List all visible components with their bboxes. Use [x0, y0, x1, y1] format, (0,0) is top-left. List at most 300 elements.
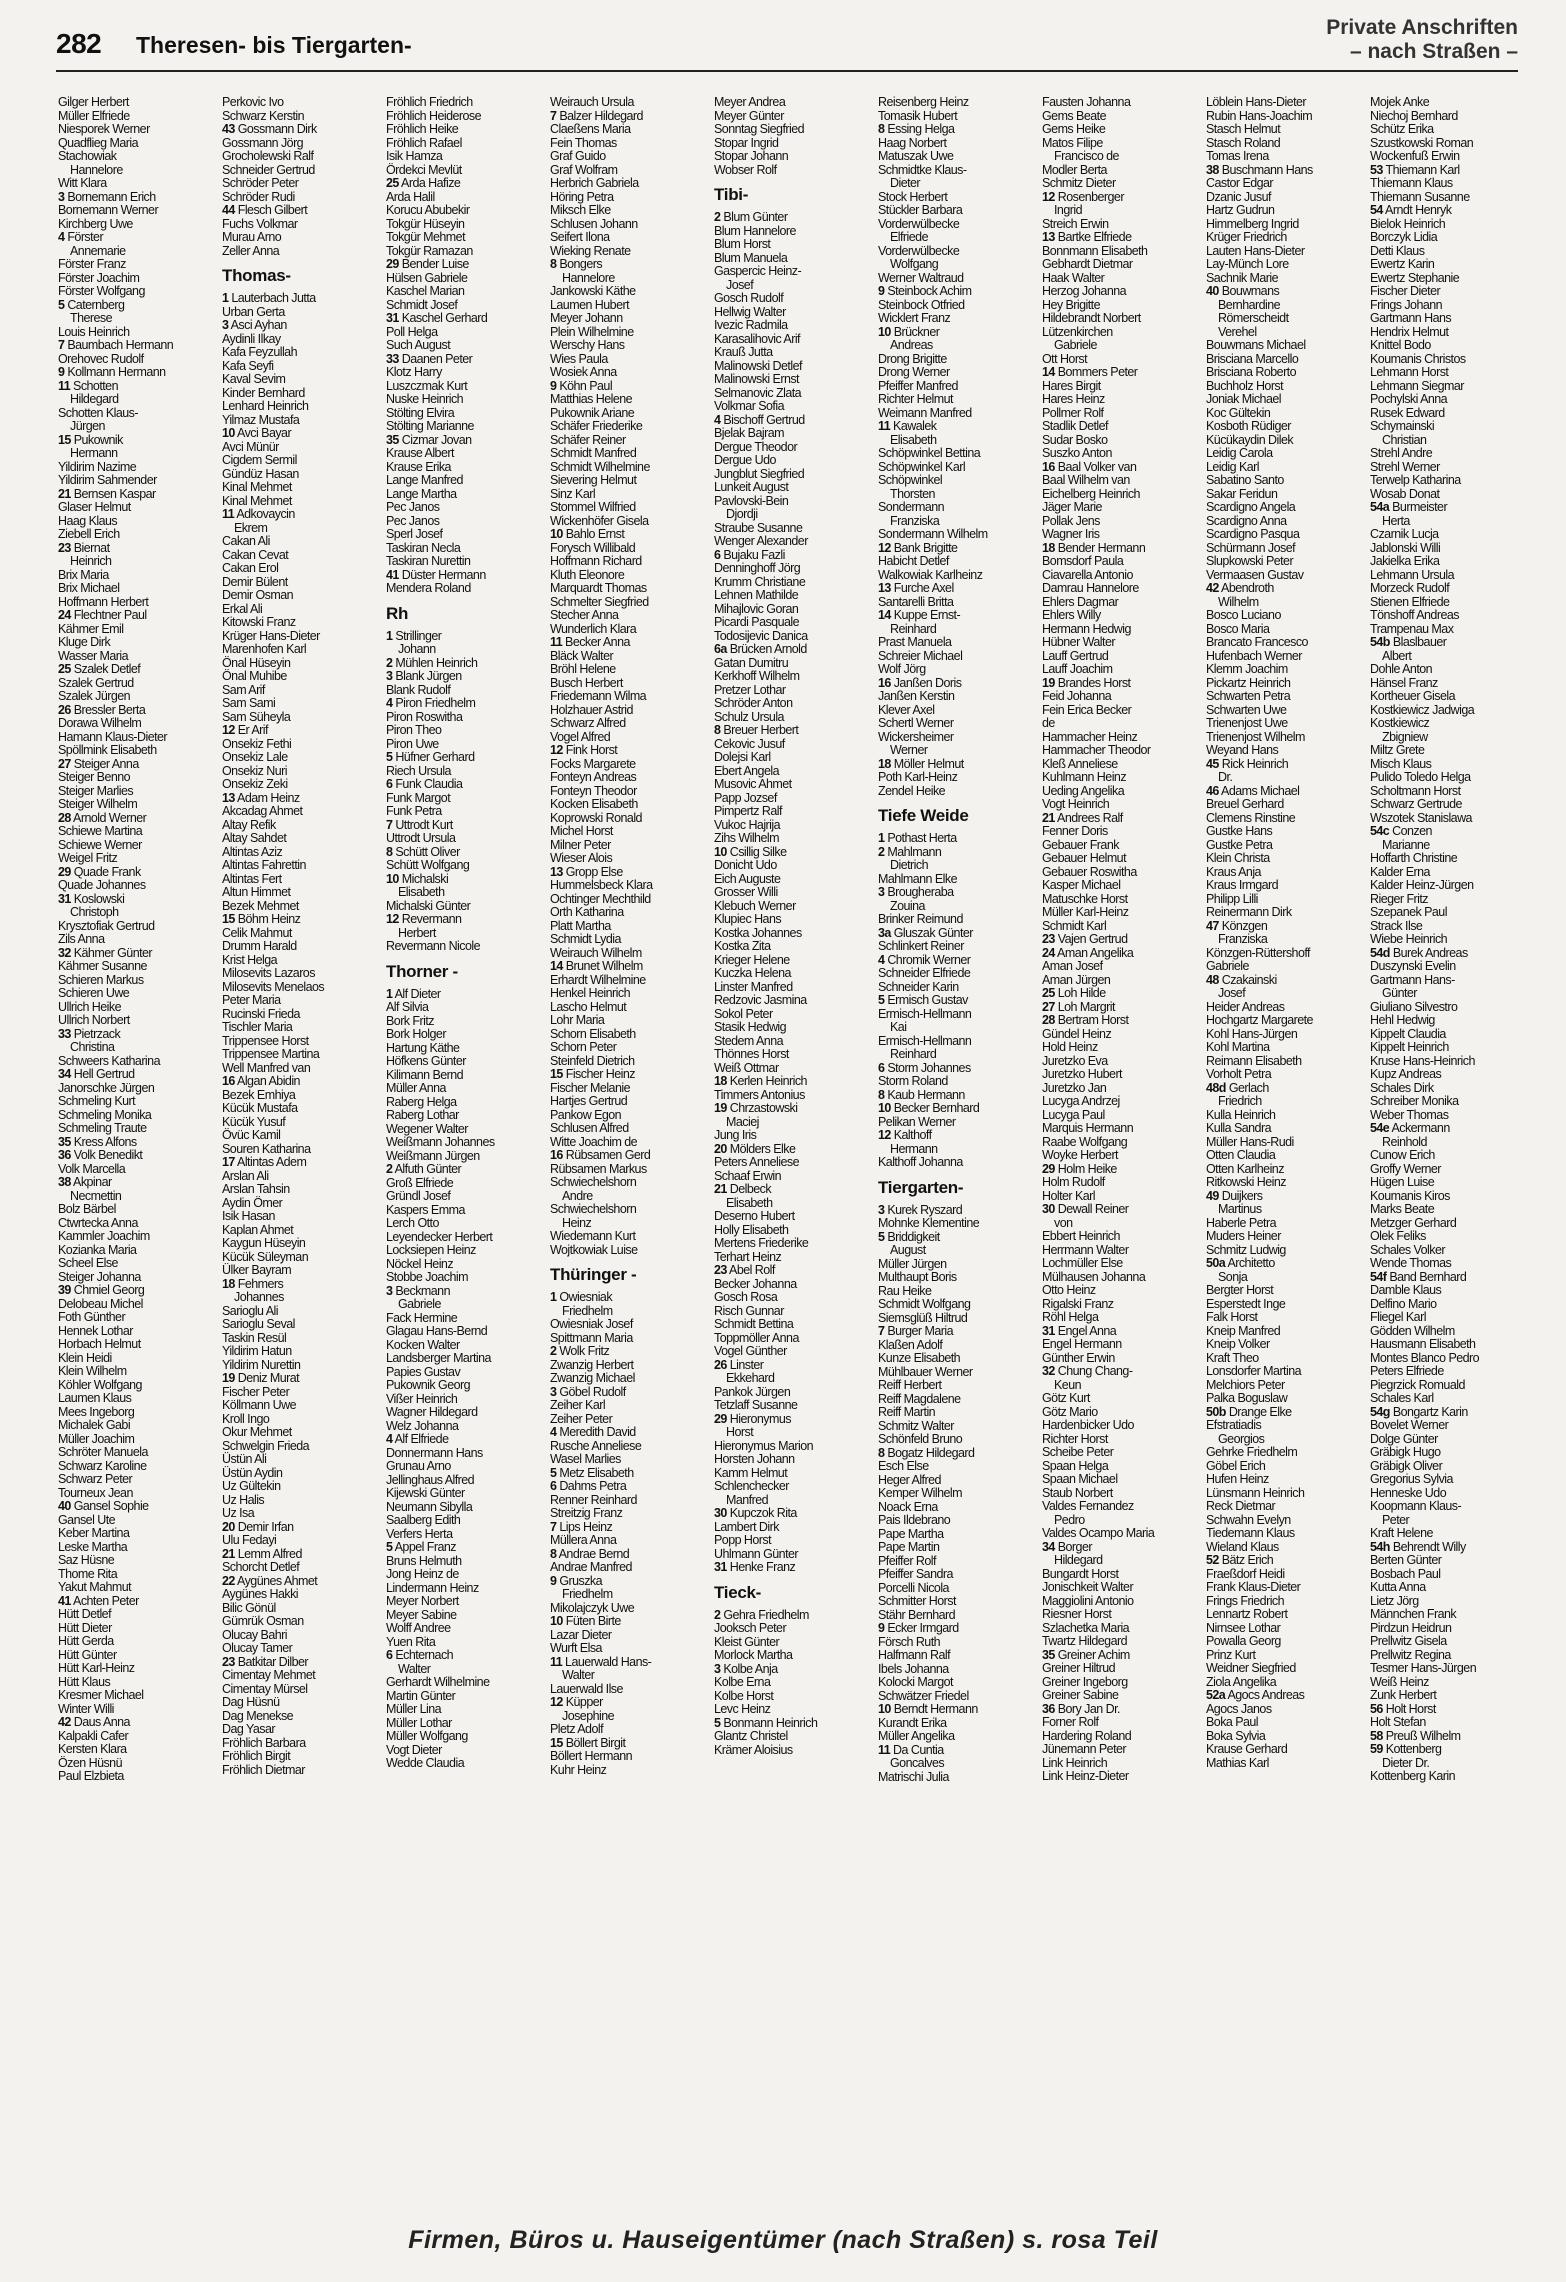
- house-number: 6a: [714, 642, 727, 656]
- resident-entry: Marquardt Thomas: [550, 581, 647, 595]
- house-number: 34: [1042, 1539, 1055, 1554]
- resident-entry: 3 Asci Ayhan: [222, 318, 287, 332]
- resident-entry: Peter Maria: [222, 993, 281, 1007]
- resident-entry: 3 Beckmann: [386, 1283, 450, 1298]
- resident-entry: Gosch Rosa: [714, 1290, 778, 1304]
- resident-entry: Palka Boguslaw: [1206, 1391, 1288, 1405]
- resident-entry: Poth Karl-Heinz: [878, 770, 958, 784]
- resident-entry: Krieger Helene: [714, 952, 790, 967]
- resident-entry: Schneider Karin: [878, 979, 959, 994]
- resident-entry: Gregorius Sylvia: [1370, 1472, 1453, 1486]
- resident-entry: Dolejsi Karl: [714, 750, 771, 764]
- resident-entry: Önal Muhibe: [222, 669, 287, 683]
- resident-entry: Dohle Anton: [1370, 662, 1433, 676]
- resident-entry: Feid Johanna: [1042, 689, 1112, 703]
- resident-entry: Grocholewski Ralf: [222, 149, 314, 163]
- resident-entry: 54 Arndt Henryk: [1370, 203, 1452, 217]
- resident-entry: Cimentay Mürsel: [222, 1681, 308, 1696]
- entry-continuation: Elisabeth: [726, 1195, 773, 1210]
- resident-entry: Pletz Adolf: [550, 1722, 604, 1736]
- resident-entry: 2 Blum Günter: [714, 210, 788, 224]
- house-number: 29: [1042, 1161, 1055, 1176]
- resident-entry: Wagner Hildegard: [386, 1405, 478, 1419]
- resident-entry: Wickersheimer: [878, 729, 954, 744]
- house-number: 9: [58, 365, 65, 379]
- resident-entry: Sachnik Marie: [1206, 270, 1279, 285]
- resident-entry: Raberg Helga: [386, 1094, 457, 1109]
- resident-entry: Strehl Werner: [1370, 459, 1440, 474]
- resident-entry: Peters Elfriede: [1370, 1364, 1444, 1378]
- resident-entry: Schmitz Dieter: [1042, 176, 1116, 190]
- resident-entry: Kolbe Erna: [714, 1675, 771, 1689]
- resident-entry: Vukoc Hajrija: [714, 817, 781, 832]
- resident-entry: Storm Roland: [878, 1074, 948, 1088]
- resident-entry: Breuel Gerhard: [1206, 797, 1284, 811]
- resident-entry: Hufenbach Werner: [1206, 648, 1302, 663]
- resident-entry: Forysch Willibald: [550, 540, 636, 555]
- house-number: 42: [1206, 581, 1219, 595]
- resident-entry: Yildirim Hatun: [222, 1344, 292, 1358]
- resident-entry: Götz Mario: [1042, 1404, 1098, 1419]
- resident-entry: Busch Herbert: [550, 675, 623, 690]
- resident-entry: Hütt Dieter: [58, 1620, 112, 1635]
- resident-entry: Pais Ildebrano: [878, 1513, 951, 1527]
- resident-entry: Esperstedt Inge: [1206, 1296, 1286, 1311]
- resident-entry: Rusek Edward: [1370, 405, 1445, 420]
- house-number: 19: [714, 1101, 727, 1115]
- resident-entry: Mahlmann Elke: [878, 871, 958, 886]
- resident-entry: Cakan Ali: [222, 534, 270, 548]
- resident-entry: Sam Sami: [222, 696, 276, 710]
- resident-entry: 52 Bätz Erich: [1206, 1553, 1274, 1567]
- resident-entry: 4 Piron Friedhelm: [386, 696, 476, 710]
- resident-entry: Henkel Heinrich: [550, 986, 630, 1000]
- resident-entry: 30 Kupczok Rita: [714, 1506, 797, 1520]
- resident-entry: Morlock Martha: [714, 1648, 793, 1662]
- resident-entry: Müller Elfriede: [58, 108, 130, 123]
- house-number: 32: [58, 945, 71, 960]
- resident-entry: Renner Reinhard: [550, 1492, 637, 1507]
- directory-column: [878, 96, 1042, 2188]
- house-number: 1: [550, 1290, 557, 1304]
- resident-entry: 9 Ecker Irmgard: [878, 1621, 959, 1635]
- resident-entry: Isik Hamza: [386, 149, 443, 163]
- resident-entry: Tiedemann Klaus: [1206, 1526, 1295, 1540]
- resident-entry: Bosco Maria: [1206, 621, 1270, 636]
- resident-entry: Stadlik Detlef: [1042, 419, 1108, 433]
- resident-entry: Zeller Anna: [222, 243, 280, 258]
- house-number: 10: [878, 1101, 891, 1115]
- resident-entry: Prellwitz Regina: [1370, 1647, 1451, 1662]
- resident-entry: Dag Hüsnü: [222, 1695, 280, 1709]
- resident-entry: Santarelli Britta: [878, 594, 954, 609]
- resident-entry: 5 Caternberg: [58, 297, 125, 312]
- resident-entry: Koumanis Christos: [1370, 351, 1466, 366]
- house-number: 10: [878, 1702, 891, 1716]
- resident-entry: 4 Meredith David: [550, 1425, 636, 1439]
- house-number: 56: [1370, 1701, 1383, 1716]
- resident-entry: Kraft Theo: [1206, 1350, 1259, 1365]
- resident-entry: 40 Gansel Sophie: [58, 1499, 149, 1513]
- entry-continuation: Dieter Dr.: [1382, 1755, 1430, 1770]
- house-number: 23: [1042, 932, 1055, 946]
- resident-entry: Schulz Ursula: [714, 709, 784, 724]
- resident-entry: Bruns Helmuth: [386, 1553, 462, 1568]
- house-number: 31: [1042, 1323, 1055, 1338]
- resident-entry: 42 Daus Anna: [58, 1715, 130, 1729]
- resident-entry: Jungblut Siegfried: [714, 466, 805, 481]
- resident-entry: Kroll Ingo: [222, 1411, 270, 1426]
- resident-entry: Dolge Günter: [1370, 1431, 1438, 1446]
- house-number: 11: [550, 635, 563, 649]
- resident-entry: Risch Gunnar: [714, 1303, 784, 1318]
- resident-entry: Scheibe Peter: [1042, 1445, 1114, 1459]
- entry-continuation: Josephine: [562, 1708, 615, 1723]
- resident-entry: Leidig Karl: [1206, 459, 1260, 474]
- resident-entry: Önal Hüseyin: [222, 655, 291, 670]
- resident-entry: Holly Elisabeth: [714, 1222, 789, 1237]
- resident-entry: 6 Storm Johannes: [878, 1060, 971, 1075]
- house-number: 52: [1206, 1553, 1219, 1567]
- resident-entry: 6a Brücken Arnold: [714, 642, 807, 656]
- resident-entry: Kluge Dirk: [58, 635, 111, 649]
- resident-entry: Krysztofiak Gertrud: [58, 918, 155, 933]
- house-number: 32: [1042, 1364, 1055, 1378]
- directory-column: [1042, 96, 1206, 2188]
- entry-continuation: Gabriele: [1054, 338, 1097, 352]
- resident-entry: Drong Brigitte: [878, 351, 947, 366]
- resident-entry: Twartz Hildegard: [1042, 1634, 1127, 1648]
- resident-entry: 24 Flechtner Paul: [58, 608, 147, 622]
- resident-entry: Zeiher Karl: [550, 1398, 606, 1412]
- resident-entry: Kottenberg Karin: [1370, 1769, 1456, 1783]
- resident-entry: 47 Könzgen: [1206, 918, 1268, 933]
- resident-entry: Quadflieg Maria: [58, 135, 138, 150]
- resident-entry: Matthias Helene: [550, 392, 633, 406]
- resident-entry: Keber Martina: [58, 1526, 130, 1540]
- house-number: 3: [714, 1661, 721, 1676]
- entry-continuation: Dr.: [1218, 770, 1233, 784]
- resident-entry: Schales Dirk: [1370, 1080, 1434, 1095]
- resident-entry: Otten Claudia: [1206, 1148, 1276, 1162]
- resident-entry: Graf Guido: [550, 149, 606, 163]
- resident-entry: Redzovic Jasmina: [714, 993, 807, 1007]
- resident-entry: Wiedemann Kurt: [550, 1229, 636, 1243]
- resident-entry: Böllert Hermann: [550, 1749, 633, 1763]
- resident-entry: 16 Algan Abidin: [222, 1074, 300, 1088]
- resident-entry: Schwiechelshorn: [550, 1175, 637, 1189]
- resident-entry: Hügen Luise: [1370, 1175, 1435, 1189]
- resident-entry: 14 Bommers Peter: [1042, 365, 1138, 379]
- resident-entry: Schorcht Detlef: [222, 1560, 300, 1574]
- resident-entry: Hummelsbeck Klara: [550, 878, 653, 892]
- resident-entry: Weirauch Ursula: [550, 96, 634, 109]
- resident-entry: 4 Förster: [58, 230, 104, 244]
- resident-entry: Schreiber Monika: [1370, 1094, 1459, 1108]
- resident-entry: 13 Gropp Else: [550, 864, 623, 879]
- resident-entry: Schmidtke Klaus-: [878, 162, 967, 177]
- resident-entry: Nuske Heinrich: [386, 392, 464, 406]
- resident-entry: 8 Bongers: [550, 257, 603, 271]
- resident-entry: Uttrodt Ursula: [386, 831, 456, 845]
- entry-continuation: Annemarie: [70, 243, 126, 258]
- house-number: 8: [550, 1546, 557, 1561]
- resident-entry: Kerkhoff Wilhelm: [714, 669, 800, 683]
- resident-entry: Tesmer Hans-Jürgen: [1370, 1661, 1477, 1675]
- resident-entry: Yildirim Nurettin: [222, 1357, 301, 1372]
- resident-entry: Sabatino Santo: [1206, 473, 1284, 487]
- resident-entry: Sarioglu Seval: [222, 1317, 295, 1331]
- house-number: 5: [58, 297, 65, 312]
- house-number: 12: [386, 912, 399, 926]
- resident-entry: 12 Kalthoff: [878, 1128, 932, 1142]
- resident-entry: Pfeiffer Rolf: [878, 1553, 936, 1568]
- entry-continuation: Walter: [562, 1668, 595, 1682]
- resident-entry: Kostka Zita: [714, 939, 771, 953]
- resident-entry: Vorderwülbecke: [878, 243, 960, 258]
- resident-entry: Kemper Wilhelm: [878, 1486, 962, 1500]
- resident-entry: Straube Susanne: [714, 520, 803, 535]
- resident-entry: Miltz Grete: [1370, 743, 1425, 757]
- entry-continuation: Thorsten: [890, 486, 935, 501]
- resident-entry: 23 Batkitar Dilber: [222, 1654, 308, 1669]
- house-number: 29: [386, 257, 399, 271]
- resident-entry: Pankok Jürgen: [714, 1384, 791, 1399]
- resident-entry: Schneider Elfriede: [878, 966, 971, 980]
- resident-entry: Hoffmann Herbert: [58, 594, 149, 609]
- resident-entry: Koumanis Kiros: [1370, 1188, 1450, 1203]
- resident-entry: Fischer Peter: [222, 1384, 290, 1399]
- resident-entry: Selmanovic Zlata: [714, 385, 802, 400]
- house-number: 5: [386, 1540, 393, 1554]
- resident-entry: Sondermann: [878, 500, 945, 514]
- resident-entry: 4 Bischoff Gertrud: [714, 412, 805, 427]
- resident-entry: Lunkeit August: [714, 480, 789, 494]
- resident-entry: Weyand Hans: [1206, 743, 1279, 757]
- resident-entry: Toppmöller Anna: [714, 1330, 799, 1345]
- resident-entry: Schröder Peter: [222, 176, 299, 190]
- resident-entry: 3 Brougheraba: [878, 885, 954, 899]
- resident-entry: 19 Deniz Murat: [222, 1371, 300, 1385]
- resident-entry: Steiger Wilhelm: [58, 797, 138, 811]
- house-number: 10: [878, 324, 891, 339]
- resident-entry: 33 Daanen Peter: [386, 351, 473, 366]
- resident-entry: Morzeck Rudolf: [1370, 581, 1450, 595]
- resident-entry: Schmitz Ludwig: [1206, 1242, 1286, 1257]
- resident-entry: Fröhlich Birgit: [222, 1749, 291, 1763]
- resident-entry: Sievering Helmut: [550, 473, 637, 487]
- house-number: 5: [386, 750, 393, 764]
- resident-entry: Brancato Francesco: [1206, 635, 1308, 649]
- resident-entry: Graf Wolfram: [550, 162, 618, 177]
- resident-entry: Haag Klaus: [58, 513, 118, 528]
- resident-entry: 10 Füten Birte: [550, 1614, 621, 1628]
- resident-entry: Scardigno Pasqua: [1206, 527, 1300, 541]
- resident-entry: Müller Hans-Rudi: [1206, 1134, 1294, 1149]
- resident-entry: Slupkowski Peter: [1206, 554, 1294, 568]
- resident-entry: 11 Kawalek: [878, 419, 937, 433]
- resident-entry: Pape Martha: [878, 1526, 944, 1541]
- resident-entry: Förster Franz: [58, 257, 126, 271]
- entry-continuation: Christian: [1382, 432, 1427, 447]
- house-number: 8: [550, 257, 557, 271]
- resident-entry: Thiemann Klaus: [1370, 176, 1453, 190]
- entry-continuation: Günter: [1382, 986, 1417, 1000]
- resident-entry: Ermisch-Hellmann: [878, 1006, 972, 1021]
- resident-entry: 21 Bernsen Kaspar: [58, 486, 156, 501]
- resident-entry: Hold Heinz: [1042, 1040, 1098, 1054]
- resident-entry: 2 Mühlen Heinrich: [386, 655, 478, 670]
- resident-entry: Gilger Herbert: [58, 96, 129, 109]
- resident-entry: Pec Janos: [386, 513, 440, 528]
- resident-entry: Montes Blanco Pedro: [1370, 1350, 1480, 1365]
- house-number: 21: [222, 1546, 235, 1561]
- resident-entry: Mühlbauer Werner: [878, 1364, 973, 1379]
- resident-entry: Sam Süheyla: [222, 709, 291, 724]
- resident-entry: 38 Buschmann Hans: [1206, 162, 1313, 177]
- house-number: 20: [714, 1141, 727, 1156]
- house-number: 24: [58, 608, 71, 622]
- resident-entry: Hütt Detlef: [58, 1607, 112, 1621]
- resident-entry: Holzhauer Astrid: [550, 702, 633, 717]
- resident-entry: Malinowski Detlef: [714, 358, 802, 373]
- entry-continuation: Maciej: [726, 1114, 759, 1129]
- resident-entry: Schwarz Peter: [58, 1472, 133, 1486]
- resident-entry: Ermisch-Hellmann: [878, 1033, 972, 1048]
- resident-entry: Ülker Bayram: [222, 1263, 292, 1277]
- resident-entry: 46 Adams Michael: [1206, 783, 1300, 798]
- resident-entry: Landsberger Martina: [386, 1351, 491, 1365]
- house-number: 26: [714, 1357, 727, 1372]
- resident-entry: Ueding Angelika: [1042, 783, 1125, 798]
- resident-entry: Kalpakli Cafer: [58, 1728, 129, 1743]
- resident-entry: 28 Bertram Horst: [1042, 1013, 1129, 1027]
- resident-entry: Tokgür Mehmet: [386, 230, 465, 244]
- house-number: 5: [550, 1465, 557, 1480]
- resident-entry: Janßen Kerstin: [878, 689, 955, 703]
- resident-entry: Mülhausen Johanna: [1042, 1269, 1146, 1284]
- house-number: 40: [1206, 284, 1219, 298]
- house-number: 8: [386, 844, 393, 859]
- resident-entry: Richter Helmut: [878, 392, 953, 406]
- resident-entry: Schmeling Kurt: [58, 1094, 136, 1108]
- resident-entry: Schröder Rudi: [222, 189, 295, 204]
- resident-entry: 11 Lauerwald Hans-: [550, 1654, 652, 1669]
- resident-entry: 7 Uttrodt Kurt: [386, 817, 453, 832]
- resident-entry: Holm Rudolf: [1042, 1175, 1105, 1189]
- resident-entry: Miksch Elke: [550, 203, 611, 217]
- resident-entry: Förster Wolfgang: [58, 284, 145, 298]
- house-number: 2: [714, 1607, 721, 1622]
- house-number: 15: [550, 1735, 563, 1750]
- resident-entry: Ziebell Erich: [58, 527, 120, 541]
- house-number: 7: [386, 817, 393, 832]
- resident-entry: Schwarten Uwe: [1206, 702, 1287, 717]
- resident-entry: Olucay Tamer: [222, 1641, 293, 1655]
- resident-entry: Bjelak Bajram: [714, 426, 784, 440]
- resident-entry: Such August: [386, 338, 451, 352]
- resident-entry: Forner Rolf: [1042, 1715, 1099, 1729]
- resident-entry: Klotz Harry: [386, 365, 442, 379]
- resident-entry: Mikolajczyk Uwe: [550, 1600, 635, 1615]
- resident-entry: Hoffarth Christine: [1370, 851, 1458, 865]
- resident-entry: Poll Helga: [386, 324, 438, 339]
- resident-entry: 7 Baumbach Hermann: [58, 338, 174, 352]
- entry-continuation: Wilhelm: [1218, 594, 1259, 609]
- resident-entry: Locksiepen Heinz: [386, 1243, 476, 1257]
- resident-entry: Fröhlich Rafael: [386, 135, 462, 150]
- resident-entry: 7 Burger Maria: [878, 1324, 953, 1338]
- resident-entry: 43 Gossmann Dirk: [222, 122, 317, 136]
- resident-entry: Stommel Wilfried: [550, 500, 636, 514]
- resident-entry: 22 Aygünes Ahmet: [222, 1573, 318, 1588]
- entry-continuation: Keun: [1054, 1377, 1081, 1392]
- resident-entry: 12 Er Arif: [222, 723, 268, 737]
- resident-entry: Bilic Gönül: [222, 1600, 276, 1615]
- resident-entry: 8 Bogatz Hildegard: [878, 1445, 975, 1460]
- resident-entry: Övüc Kamil: [222, 1128, 281, 1142]
- house-number: 54g: [1370, 1404, 1390, 1419]
- resident-entry: Kleß Anneliese: [1042, 756, 1118, 771]
- resident-entry: Ullrich Heike: [58, 999, 122, 1014]
- entry-continuation: Franziska: [1218, 932, 1268, 946]
- house-number: 58: [1370, 1728, 1383, 1743]
- resident-entry: Scardigno Angela: [1206, 500, 1296, 514]
- resident-entry: Juretzko Eva: [1042, 1053, 1108, 1068]
- resident-entry: Terhart Heinz: [714, 1249, 782, 1264]
- house-number: 50b: [1206, 1404, 1226, 1419]
- resident-entry: Jablonski Willi: [1370, 540, 1441, 555]
- resident-entry: Halfmann Ralf: [878, 1648, 951, 1662]
- resident-entry: 48 Czakainski: [1206, 972, 1277, 987]
- resident-entry: Porcelli Nicola: [878, 1580, 949, 1595]
- resident-entry: Matuschke Horst: [1042, 891, 1128, 906]
- resident-entry: Fuchs Volkmar: [222, 216, 298, 231]
- resident-entry: 26 Bressler Berta: [58, 702, 146, 717]
- resident-entry: 49 Duijkers: [1206, 1188, 1263, 1203]
- resident-entry: Revermann Nicole: [386, 939, 481, 953]
- resident-entry: Stedem Anna: [714, 1033, 784, 1048]
- resident-entry: Schöpwinkel: [878, 473, 943, 487]
- resident-entry: Linster Manfred: [714, 979, 793, 994]
- resident-entry: Laumen Klaus: [58, 1391, 132, 1405]
- entry-continuation: Martinus: [1218, 1202, 1262, 1216]
- resident-entry: 10 Bahlo Ernst: [550, 527, 625, 541]
- resident-entry: 54a Burmeister: [1370, 500, 1448, 514]
- resident-entry: Wasser Maria: [58, 648, 129, 663]
- resident-entry: Kostka Johannes: [714, 925, 802, 940]
- resident-entry: Schwarz Karoline: [58, 1458, 147, 1473]
- resident-entry: Pukownik Ariane: [550, 405, 635, 420]
- resident-entry: Aydin Ömer: [222, 1195, 283, 1210]
- resident-entry: Kutta Anna: [1370, 1580, 1426, 1594]
- street-heading: Tibi-: [714, 185, 749, 204]
- resident-entry: Saalberg Edith: [386, 1513, 461, 1527]
- house-number: 10: [386, 871, 399, 886]
- resident-entry: Kamm Helmut: [714, 1465, 788, 1480]
- house-number: 5: [714, 1715, 721, 1730]
- entry-continuation: Herta: [1382, 513, 1410, 528]
- resident-entry: Janorschke Jürgen: [58, 1080, 155, 1095]
- resident-entry: Kaspers Emma: [386, 1202, 465, 1217]
- resident-entry: Thönnes Horst: [714, 1047, 789, 1061]
- resident-entry: Pelikan Werner: [878, 1114, 956, 1129]
- resident-entry: Tomasik Hubert: [878, 108, 958, 123]
- resident-entry: Krause Albert: [386, 446, 454, 460]
- resident-entry: Koopmann Klaus-: [1370, 1499, 1462, 1513]
- house-number: 8: [878, 122, 885, 136]
- resident-entry: 25 Loh Hilde: [1042, 986, 1106, 1000]
